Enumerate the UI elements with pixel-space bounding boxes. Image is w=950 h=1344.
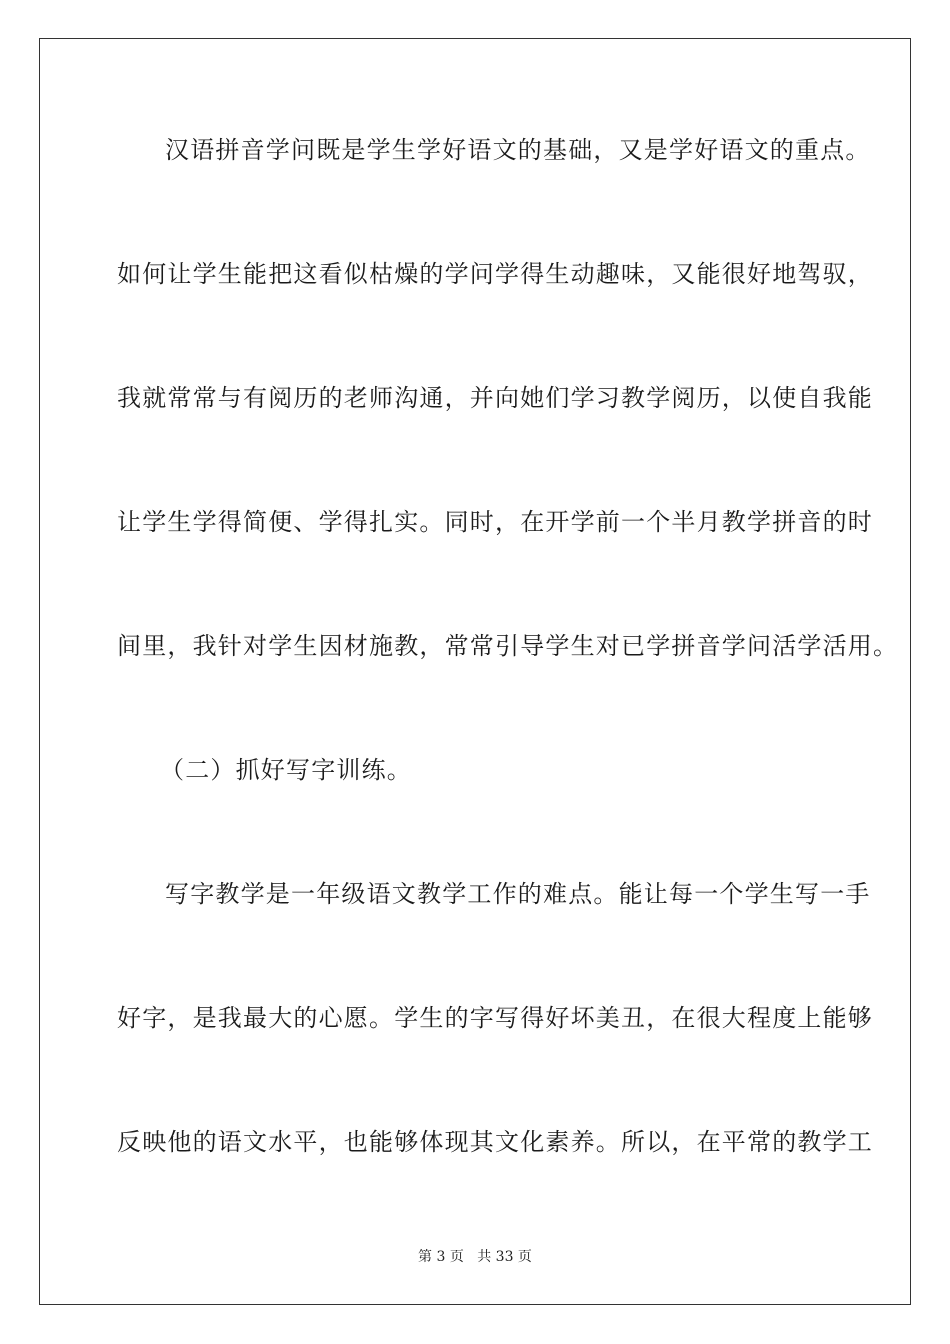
paragraph-line: 如何让学生能把这看似枯燥的学问学得生动趣味，又能很好地驾驭， (117, 260, 873, 288)
paragraph-line: 间里，我针对学生因材施教，常常引导学生对已学拼音学问活学活用。 (117, 632, 899, 660)
paragraph-line: 我就常常与有阅历的老师沟通，并向她们学习教学阅历，以使自我能 (117, 384, 873, 412)
paragraph-line: 反映他的语文水平，也能够体现其文化素养。所以，在平常的教学工 (117, 1128, 873, 1156)
paragraph-line: 让学生学得简便、学得扎实。同时，在开学前一个半月教学拼音的时 (117, 508, 873, 536)
paragraph-line: 好字，是我最大的心愿。学生的字写得好坏美丑，在很大程度上能够 (117, 1004, 873, 1032)
page-number: 第 3 页 (418, 1249, 464, 1265)
paragraph-line: 汉语拼音学问既是学生学好语文的基础，又是学好语文的重点。 (165, 136, 871, 164)
page-footer (0, 1248, 950, 1266)
paragraph-line: 写字教学是一年级语文教学工作的难点。能让每一个学生写一手 (165, 880, 871, 908)
total-pages: 共 33 页 (477, 1249, 532, 1265)
section-heading: （二）抓好写字训练。 (160, 756, 412, 784)
page-frame (39, 38, 911, 1305)
